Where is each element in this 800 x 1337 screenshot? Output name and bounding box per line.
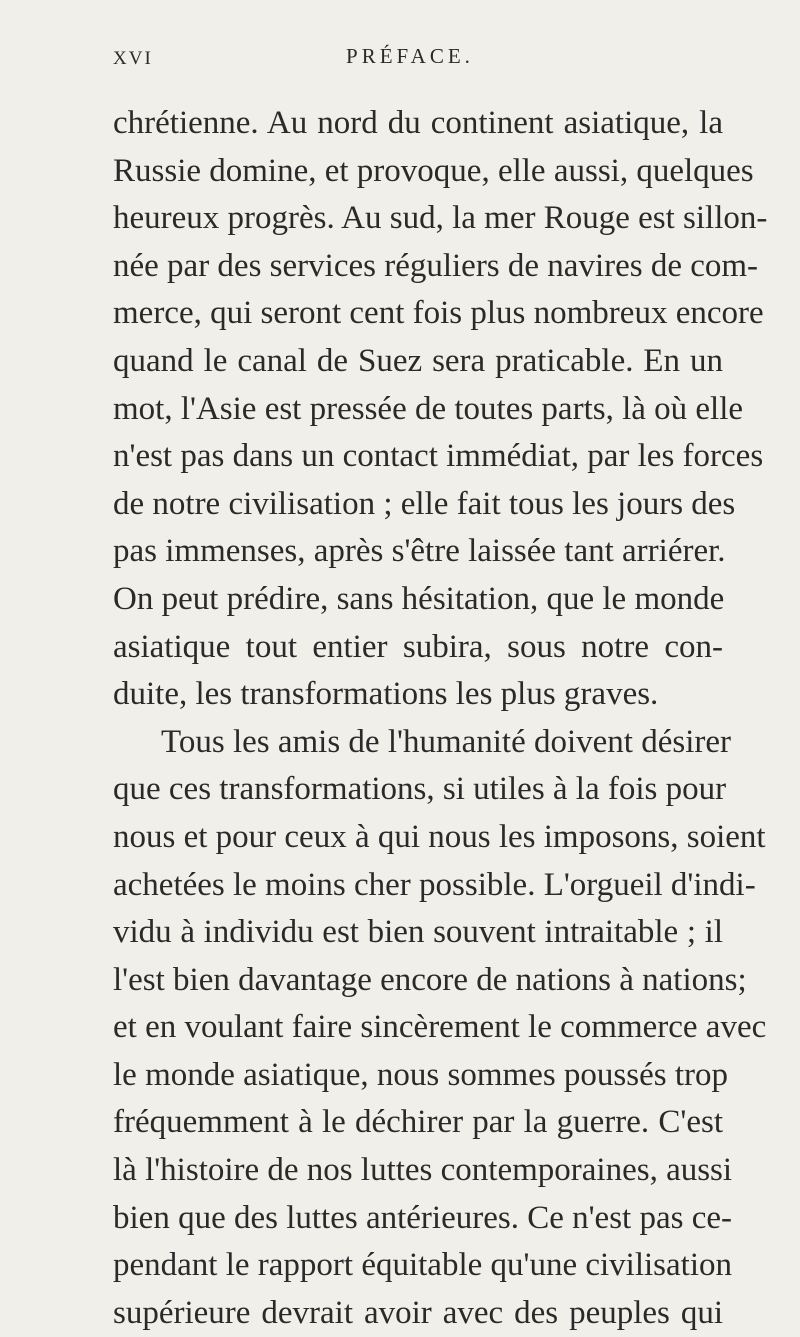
text-line: heureux progrès. Au sud, la mer Rouge est sillon- (113, 200, 768, 237)
text-line: et en voulant faire sincèrement le commerce avec (113, 1009, 767, 1046)
text-line: Russie domine, et provoque, elle aussi, quelques (113, 152, 754, 189)
text-line: bien que des luttes antérieures. Ce n'est pas ce- (113, 1199, 732, 1236)
body-text (113, 100, 768, 1337)
text-line: pas immenses, après s'être laissée tant arriérer. (113, 533, 726, 570)
text-line: fréquemment à le déchirer par la guerre. C'est (113, 1104, 723, 1141)
text-line: pendant le rapport équitable qu'une civilisation (113, 1247, 733, 1284)
text-line: le monde asiatique, nous sommes poussés trop (113, 1056, 729, 1093)
text-line: là l'histoire de nos luttes contemporaines, aussi (113, 1152, 733, 1189)
text-line: asiatique tout entier subira, sous notre con- (113, 628, 723, 665)
running-title: PRÉFACE. (346, 44, 474, 68)
text-line: de notre civilisation ; elle fait tous les jours des (113, 485, 736, 522)
text-line: duite, les transformations les plus graves. (113, 676, 659, 713)
text-line: nous et pour ceux à qui nous les imposons, soient (113, 818, 766, 855)
text-line: On peut prédire, sans hésitation, que le monde (113, 580, 725, 617)
text-line: quand le canal de Suez sera praticable. En un (113, 342, 723, 379)
text-line: l'est bien davantage encore de nations à nations; (113, 961, 747, 998)
text-line: vidu à individu est bien souvent intraitable ; il (113, 914, 723, 951)
text-line: achetées le moins cher possible. L'orgueil d'indi- (113, 866, 756, 903)
text-line: chrétienne. Au nord du continent asiatique, la (113, 105, 723, 141)
text-line: que ces transformations, si utiles à la fois pour (113, 771, 727, 808)
text-line: née par des services réguliers de navires de com- (113, 247, 759, 284)
text-line: Tous les amis de l'humanité doivent désirer (161, 723, 732, 760)
text-line: n'est pas dans un contact immédiat, par les forces (113, 438, 764, 475)
page-number: XVI (113, 48, 153, 69)
page-header (0, 44, 800, 84)
text-line: supérieure devrait avoir avec des peuples qui (113, 1294, 723, 1331)
text-line: mot, l'Asie est pressée de toutes parts, là où elle (113, 390, 744, 427)
text-line: merce, qui seront cent fois plus nombreux encore (113, 295, 764, 332)
